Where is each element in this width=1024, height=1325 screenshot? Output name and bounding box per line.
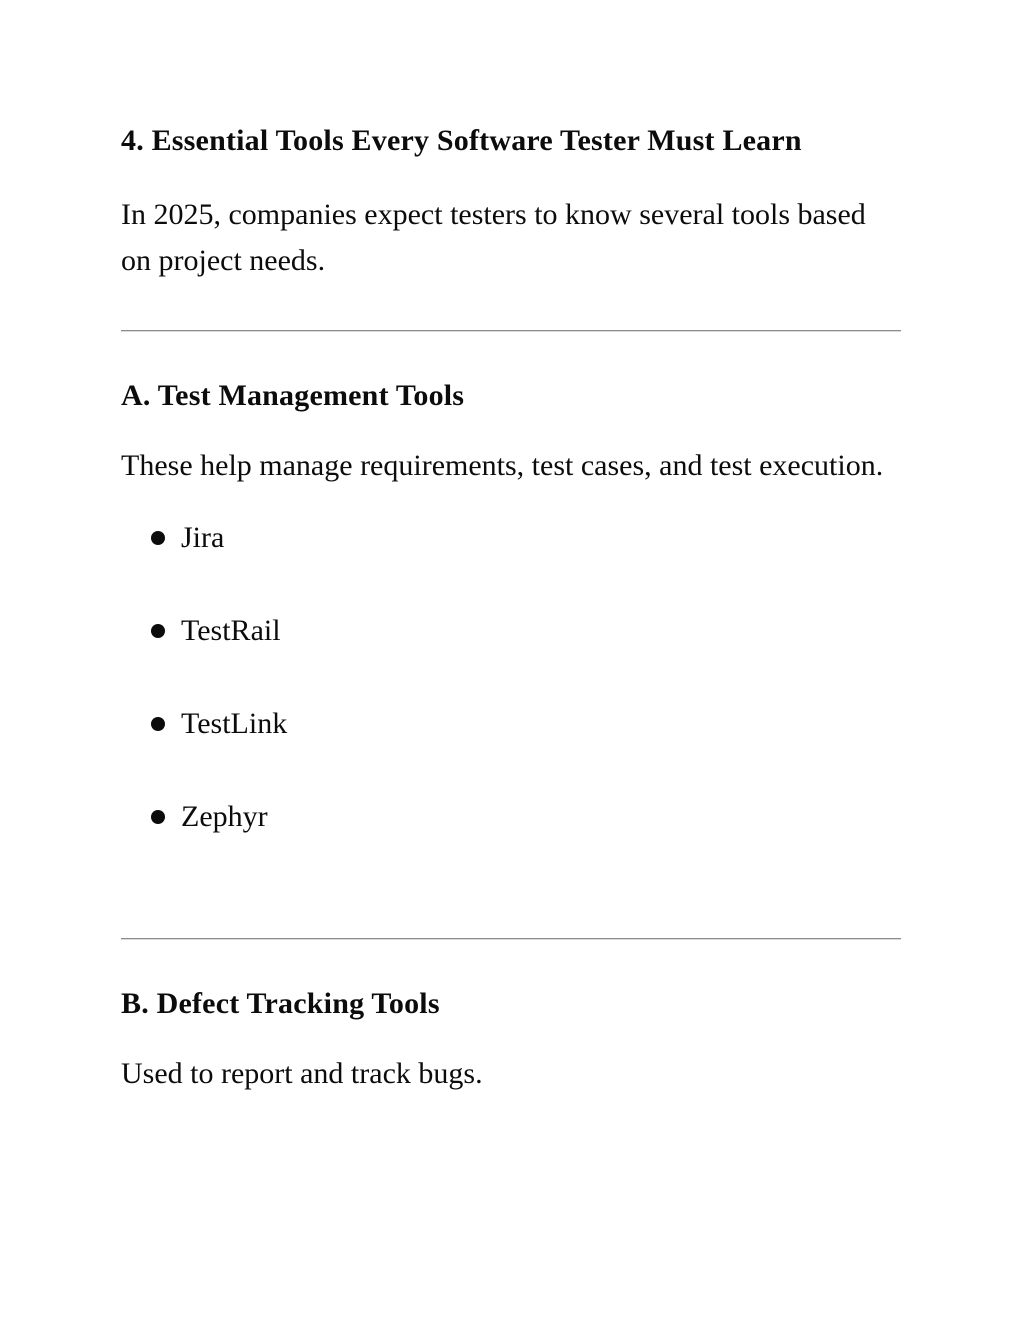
- section-defect-tracking: [121, 985, 901, 1097]
- page-content: [121, 122, 901, 1097]
- tool-list: [121, 515, 901, 840]
- intro-heading: 4. Essential Tools Every Software Tester Must Learn: [121, 124, 802, 157]
- defect-tracking-paragraph: Used to report and track bugs.: [121, 1057, 483, 1090]
- list-item: [121, 608, 901, 654]
- section-intro: [121, 122, 901, 284]
- section-test-management: [121, 377, 901, 840]
- test-management-heading: A. Test Management Tools: [121, 379, 465, 412]
- list-item-label: TestLink: [181, 707, 288, 740]
- bullet-icon: [151, 531, 165, 545]
- test-management-paragraph: These help manage requirements, test cases, and test execution.: [121, 449, 884, 482]
- list-item: [121, 794, 901, 840]
- list-item-label: TestRail: [181, 614, 281, 647]
- bullet-icon: [151, 810, 165, 824]
- section-divider: [121, 938, 901, 940]
- bullet-icon: [151, 624, 165, 638]
- defect-tracking-heading: B. Defect Tracking Tools: [121, 987, 440, 1020]
- bullet-icon: [151, 717, 165, 731]
- list-item: [121, 701, 901, 747]
- list-item-label: Zephyr: [181, 800, 268, 833]
- list-item-label: Jira: [181, 521, 225, 554]
- intro-paragraph: In 2025, companies expect testers to know several tools based on project needs.: [121, 198, 866, 277]
- section-divider: [121, 330, 901, 332]
- list-item: [121, 515, 901, 561]
